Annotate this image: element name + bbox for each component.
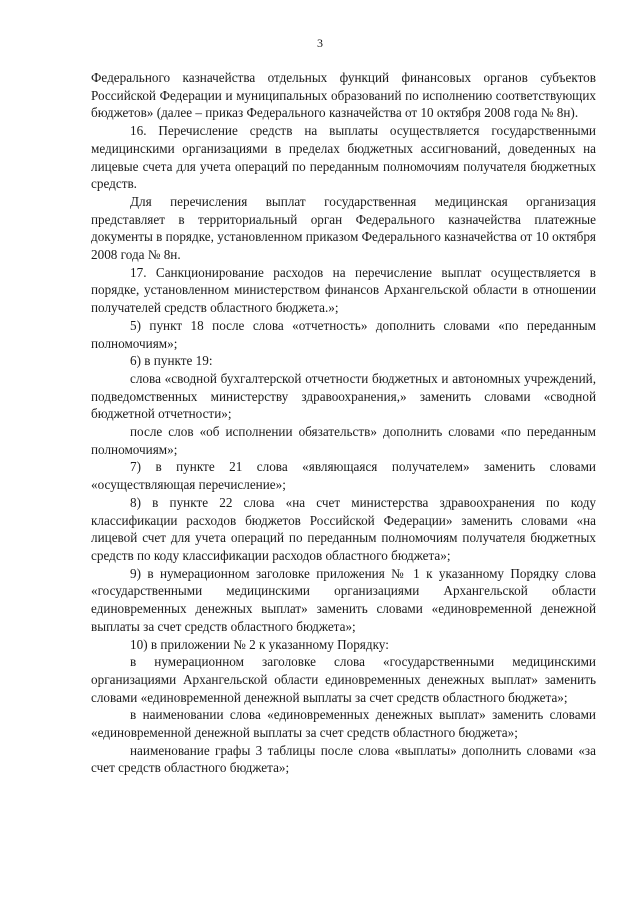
paragraph-item-6: 6) в пункте 19:	[130, 353, 213, 369]
paragraph-item-17: 17. Санкционирование расходов на перечисление выплат осуществляется в порядке, установленном министерством финансов Архангельской области в отношении получателей средств областного бюджета.»;	[91, 264, 596, 316]
paragraph: слова «сводной бухгалтерской отчетности бюджетных и автономных учреждений, подведомственных министерству здравоохранения,» заменить словами «сводной бюджетной отчетности»;	[91, 370, 596, 422]
paragraph-item-8: 8) в пункте 22 слова «на счет министерства здравоохранения по коду классификации расходов бюджетов Российской Федерации» заменить словами «на лицевой счет для учета операций по переданным полномочиям получателя бюджетных средств по коду классификации расходов областного бюджета»;	[91, 494, 596, 563]
paragraph-item-10: 10) в приложении № 2 к указанному Порядку:	[130, 636, 389, 652]
paragraph-item-7: 7) в пункте 21 слова «являющаяся получателем» заменить словами «осуществляющая перечисление»;	[91, 459, 596, 493]
paragraph: в нумерационном заголовке слова «государственными медицинскими организациями Архангельской области единовременных денежных выплат» заменить словами «единовременной денежной выплаты за счет средств областного бюджета»;	[91, 654, 596, 705]
document-body	[91, 69, 596, 777]
paragraph: Для перечисления выплат государственная медицинская организация представляет в территориальный орган Федерального казначейства платежные документы в порядке, установленном приказом Федерального казначейства от 10 октября 2008 года № 8н.	[91, 193, 596, 263]
paragraph-continuation: Федерального казначейства отдельных функций финансовых органов субъектов Российской Федерации и муниципальных образований по исполнению соответствующих бюджетов» (далее – приказ Федерального казначейства от 10 октября 2008 года № 8н).	[91, 70, 596, 121]
paragraph-item-16: 16. Перечисление средств на выплаты осуществляется государственными медицинскими организациями в пределах бюджетных ассигнований, доведенных на лицевые счета для учета операций по переданным полномочиям получателя бюджетных средств.	[91, 123, 596, 192]
paragraph: наименование графы 3 таблицы после слова «выплаты» дополнить словами «за счет средств областного бюджета»;	[91, 742, 596, 776]
paragraph: в наименовании слова «единовременных денежных выплат» заменить словами «единовременной денежной выплаты за счет средств областного бюджета»;	[91, 707, 596, 741]
paragraph: после слов «об исполнении обязательств» дополнить словами «по переданным полномочиям»;	[91, 424, 596, 457]
paragraph-item-5: 5) пункт 18 после слова «отчетность» дополнить словами «по переданным полномочиям»;	[91, 317, 596, 351]
paragraph-item-9: 9) в нумерационном заголовке приложения № 1 к указанному Порядку слова «государственными медицинскими организациями Архангельской области единовременных денежных выплат» заменить словами «единовременной денежной выплаты за счет средств областного бюджета»;	[91, 565, 596, 634]
page-number: 3	[317, 36, 323, 50]
